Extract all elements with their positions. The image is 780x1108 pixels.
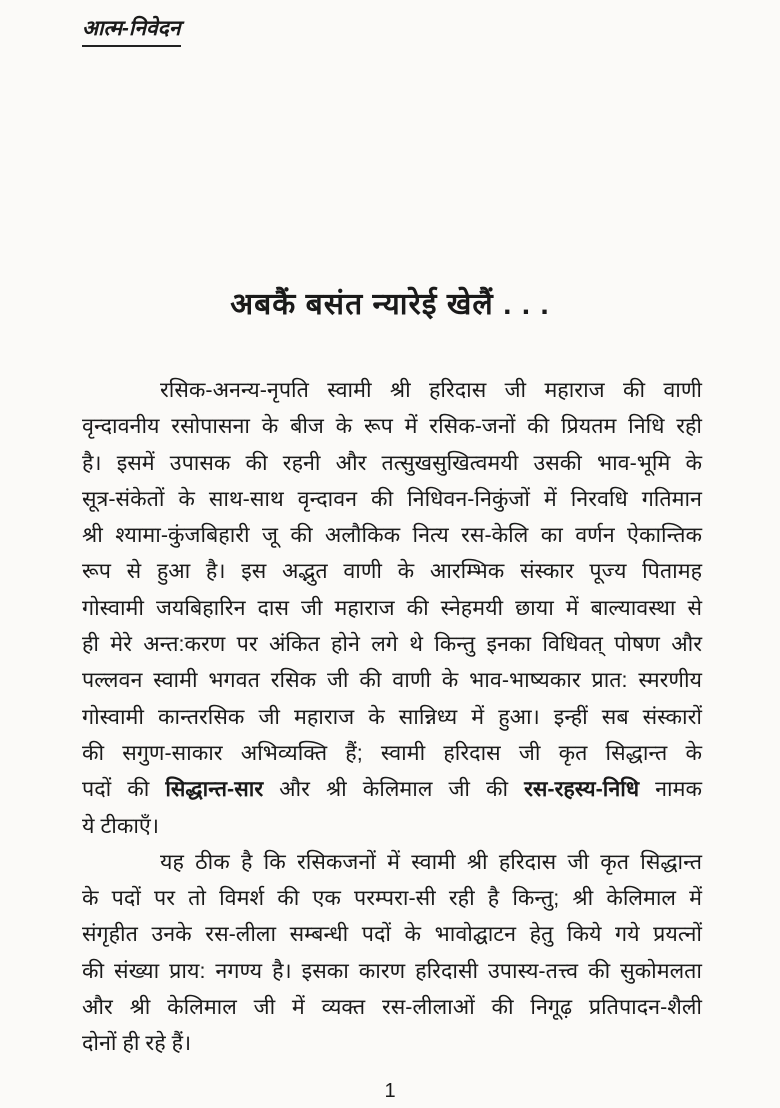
text-segment: वृन्दावनीय रसोपासना के बीज के रूप में रसिक-जनों की प्रियतम निधि रही bbox=[82, 414, 702, 439]
text-segment: रूप से हुआ है। इस अद्भुत वाणी के आरम्भिक संस्कार पूज्य पितामह bbox=[82, 559, 702, 584]
text-segment: पदों की bbox=[82, 777, 166, 802]
text-line bbox=[82, 590, 702, 626]
text-segment: और श्री केलिमाल जी में व्यक्त रस-लीलाओं की निगूढ़ प्रतिपादन-शैली bbox=[82, 995, 702, 1020]
body-text bbox=[82, 372, 702, 1062]
text-segment: है। इसमें उपासक की रहनी और तत्सुखसुखित्वमयी उसकी भाव-भूमि के bbox=[82, 450, 702, 475]
text-line bbox=[82, 481, 702, 517]
text-line bbox=[82, 916, 702, 952]
text-segment: सूत्र-संकेतों के साथ-साथ वृन्दावन की निधिवन-निकुंजों में निरवधि गतिमान bbox=[82, 486, 702, 511]
text-segment: की संख्या प्राय: नगण्य है। इसका कारण हरिदासी उपास्य-तत्त्व की सुकोमलता bbox=[82, 958, 702, 983]
text-line bbox=[82, 517, 702, 553]
bold-title-text: सिद्धान्त-सार bbox=[165, 777, 264, 802]
text-segment: संगृहीत उनके रस-लीला सम्बन्धी पदों के भावोद्घाटन हेतु किये गये प्रयत्नों bbox=[82, 922, 702, 947]
text-segment: की सगुण-साकार अभिव्यक्ति हैं; स्वामी हरिदास जी कृत सिद्धान्त के bbox=[82, 740, 702, 765]
text-line bbox=[82, 553, 702, 589]
text-segment: श्री श्यामा-कुंजबिहारी जू की अलौकिक नित्य रस-केलि का वर्णन ऐकान्तिक bbox=[82, 523, 702, 548]
paragraph bbox=[82, 372, 702, 844]
text-segment: ही मेरे अन्त:करण पर अंकित होने लगे थे किन्तु इनका विधिवत् पोषण और bbox=[82, 632, 702, 657]
text-segment: दोनों ही रहे हैं। bbox=[82, 1031, 192, 1056]
text-segment: और श्री केलिमाल जी की bbox=[263, 777, 525, 802]
text-line bbox=[82, 699, 702, 735]
text-line bbox=[82, 844, 702, 880]
text-line bbox=[82, 953, 702, 989]
text-segment: रसिक-अनन्य-नृपति स्वामी श्री हरिदास जी महाराज की वाणी bbox=[160, 378, 702, 402]
text-line bbox=[82, 771, 702, 807]
text-line bbox=[82, 1025, 702, 1061]
page-number: 1 bbox=[384, 1080, 396, 1102]
running-head: आत्म-निवेदन bbox=[82, 14, 181, 47]
text-segment: पल्लवन स्वामी भगवत रसिक जी की वाणी के भाव-भाष्यकार प्रात: स्मरणीय bbox=[82, 668, 702, 693]
text-line bbox=[82, 372, 702, 408]
text-line bbox=[82, 445, 702, 481]
bold-title-text: रस-रहस्य-निधि bbox=[524, 777, 640, 802]
text-segment: गोस्वामी कान्तरसिक जी महाराज के सान्निध्य में हुआ। इन्हीं सब संस्कारों bbox=[82, 704, 702, 729]
chapter-title: अबकैं बसंत न्यारेई खेलैं . . . bbox=[230, 288, 550, 321]
text-line bbox=[82, 626, 702, 662]
text-line bbox=[82, 735, 702, 771]
text-segment: के पदों पर तो विमर्श की एक परम्परा-सी रही है किन्तु; श्री केलिमाल में bbox=[82, 886, 702, 911]
text-segment: नामक bbox=[639, 777, 702, 802]
paragraph bbox=[82, 844, 702, 1062]
text-line bbox=[82, 808, 702, 844]
text-line bbox=[82, 880, 702, 916]
text-segment: गोस्वामी जयबिहारिन दास जी महाराज की स्नेहमयी छाया में बाल्यावस्था से bbox=[82, 595, 702, 620]
text-segment: यह ठीक है कि रसिकजनों में स्वामी श्री हरिदास जी कृत सिद्धान्त bbox=[160, 849, 702, 874]
text-line bbox=[82, 662, 702, 698]
text-line bbox=[82, 408, 702, 444]
text-line bbox=[82, 989, 702, 1025]
text-segment: ये टीकाएँ। bbox=[82, 813, 159, 838]
